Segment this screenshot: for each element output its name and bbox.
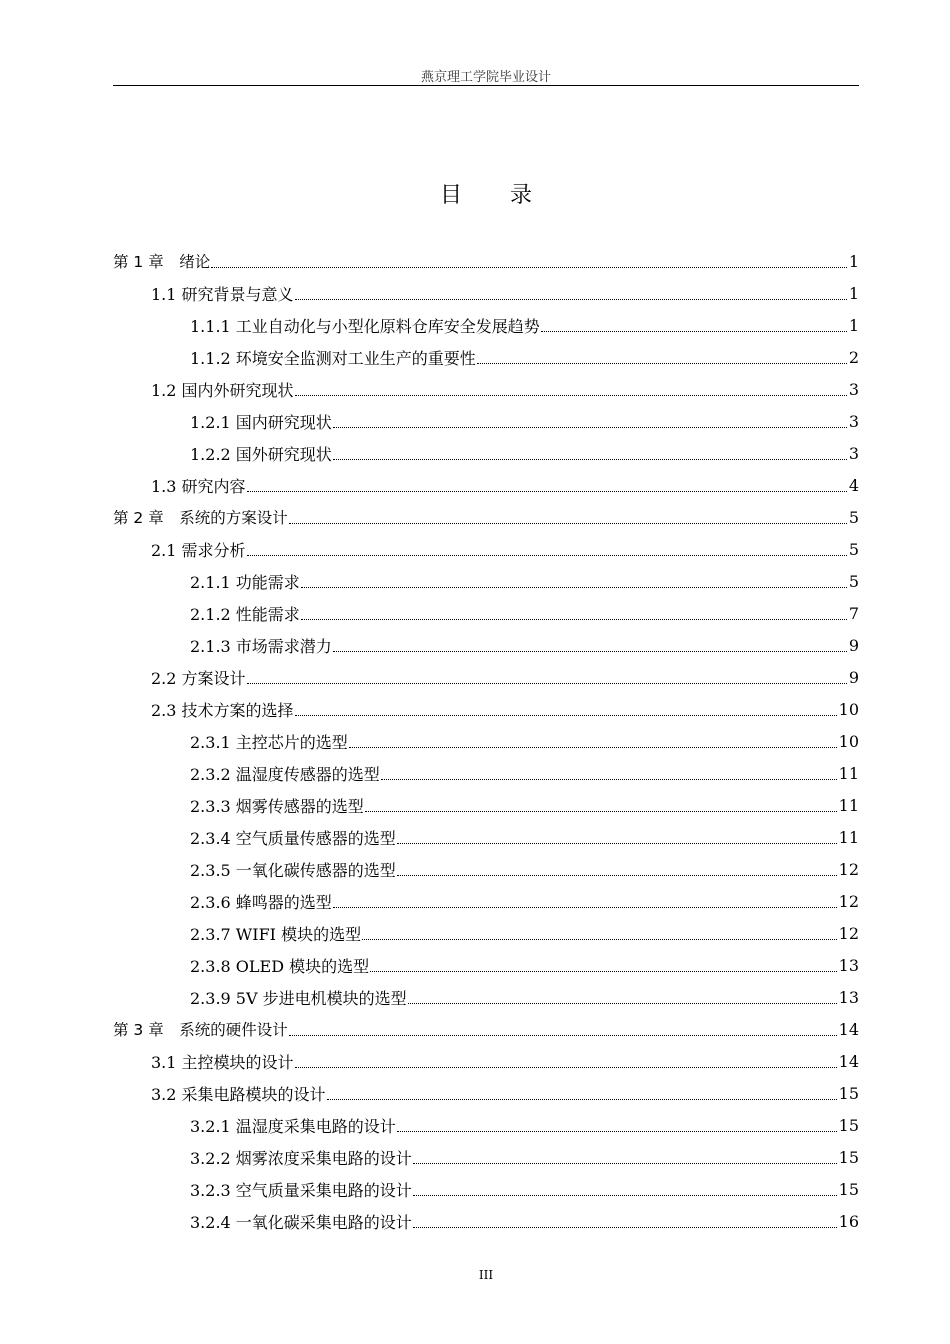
toc-entry-label: 2.3.8 OLED 模块的选型 — [190, 956, 370, 976]
toc-entry[interactable] — [113, 501, 859, 533]
toc-entry-page: 4 — [848, 475, 859, 495]
dot-leader — [477, 363, 847, 364]
toc-entry-label: 1.1.1 工业自动化与小型化原料仓库安全发展趋势 — [190, 316, 540, 336]
toc-entry-page: 3 — [848, 411, 859, 431]
toc-entry-label: 2.1.1 功能需求 — [190, 572, 300, 592]
header-divider — [113, 85, 859, 86]
dot-leader — [247, 683, 847, 684]
dot-leader — [295, 395, 847, 396]
toc-entry-label: 1.2.2 国外研究现状 — [190, 444, 332, 464]
toc-entry[interactable] — [113, 1013, 859, 1045]
dot-leader — [301, 587, 847, 588]
toc-entry-label: 2.3 技术方案的选择 — [151, 700, 294, 720]
toc-entry-label: 第 3 章 系统的硬件设计 — [113, 1021, 288, 1039]
toc-entry[interactable] — [113, 533, 859, 565]
dot-leader — [541, 331, 847, 332]
dot-leader — [211, 267, 847, 268]
toc-entry-label: 1.3 研究内容 — [151, 476, 246, 496]
dot-leader — [381, 779, 837, 780]
toc-entry-page: 10 — [838, 731, 859, 751]
running-header: 燕京理工学院毕业设计 — [420, 70, 551, 85]
toc-entry-page: 16 — [838, 1211, 859, 1231]
toc-entry[interactable] — [113, 405, 859, 437]
toc-entry-label: 2.1 需求分析 — [151, 540, 246, 560]
toc-entry-page: 12 — [838, 859, 859, 879]
toc-entry[interactable] — [113, 373, 859, 405]
page-number: III — [478, 1268, 494, 1282]
dot-leader — [289, 523, 847, 524]
table-of-contents — [113, 245, 859, 1237]
toc-entry-page: 9 — [848, 635, 859, 655]
toc-entry-label: 2.3.4 空气质量传感器的选型 — [190, 828, 396, 848]
toc-entry[interactable] — [113, 981, 859, 1013]
dot-leader — [397, 843, 837, 844]
toc-entry-page: 2 — [848, 347, 859, 367]
dot-leader — [349, 747, 837, 748]
toc-entry-page: 13 — [838, 955, 859, 975]
toc-entry[interactable] — [113, 661, 859, 693]
toc-entry-label: 3.1 主控模块的设计 — [151, 1052, 294, 1072]
toc-entry[interactable] — [113, 1141, 859, 1173]
dot-leader — [301, 619, 847, 620]
toc-entry-page: 14 — [838, 1019, 859, 1039]
toc-entry-page: 5 — [848, 539, 859, 559]
dot-leader — [413, 1163, 837, 1164]
toc-entry-page: 9 — [848, 667, 859, 687]
toc-entry-page: 11 — [838, 795, 859, 815]
toc-entry[interactable] — [113, 629, 859, 661]
dot-leader — [413, 1195, 837, 1196]
toc-entry-label: 2.3.3 烟雾传感器的选型 — [190, 796, 364, 816]
toc-entry-label: 1.1 研究背景与意义 — [151, 284, 294, 304]
dot-leader — [370, 971, 837, 972]
toc-entry-page: 12 — [838, 891, 859, 911]
toc-entry-label: 2.3.2 温湿度传感器的选型 — [190, 764, 380, 784]
toc-entry[interactable] — [113, 885, 859, 917]
toc-entry-label: 2.3.6 蜂鸣器的选型 — [190, 892, 332, 912]
toc-entry-label: 1.2.1 国内研究现状 — [190, 412, 332, 432]
toc-entry-label: 3.2.1 温湿度采集电路的设计 — [190, 1116, 396, 1136]
toc-entry-page: 15 — [838, 1083, 859, 1103]
toc-entry[interactable] — [113, 1173, 859, 1205]
toc-entry-page: 15 — [838, 1147, 859, 1167]
toc-entry[interactable] — [113, 437, 859, 469]
toc-entry[interactable] — [113, 917, 859, 949]
toc-entry[interactable] — [113, 853, 859, 885]
dot-leader — [333, 459, 847, 460]
toc-entry-label: 3.2.4 一氧化碳采集电路的设计 — [190, 1212, 412, 1232]
toc-entry[interactable] — [113, 1109, 859, 1141]
toc-entry-label: 第 1 章 绪论 — [113, 253, 211, 271]
dot-leader — [408, 1003, 837, 1004]
toc-entry-page: 1 — [848, 283, 859, 303]
dot-leader — [247, 555, 847, 556]
toc-entry-label: 3.2.2 烟雾浓度采集电路的设计 — [190, 1148, 412, 1168]
toc-entry[interactable] — [113, 565, 859, 597]
toc-entry[interactable] — [113, 277, 859, 309]
dot-leader — [362, 939, 837, 940]
toc-entry[interactable] — [113, 693, 859, 725]
toc-entry-page: 10 — [838, 699, 859, 719]
dot-leader — [333, 651, 847, 652]
toc-entry-label: 2.3.1 主控芯片的选型 — [190, 732, 348, 752]
dot-leader — [365, 811, 837, 812]
toc-entry-label: 2.3.5 一氧化碳传感器的选型 — [190, 860, 396, 880]
toc-entry-page: 12 — [838, 923, 859, 943]
toc-entry-page: 15 — [838, 1115, 859, 1135]
toc-entry[interactable] — [113, 309, 859, 341]
dot-leader — [397, 875, 837, 876]
toc-entry[interactable] — [113, 757, 859, 789]
dot-leader — [397, 1131, 837, 1132]
toc-entry-page: 14 — [838, 1051, 859, 1071]
dot-leader — [247, 491, 847, 492]
toc-entry-label: 2.3.7 WIFI 模块的选型 — [190, 924, 362, 944]
toc-entry-page: 5 — [848, 571, 859, 591]
toc-entry-label: 第 2 章 系统的方案设计 — [113, 509, 288, 527]
dot-leader — [295, 715, 837, 716]
toc-entry-page: 1 — [848, 315, 859, 335]
dot-leader — [289, 1035, 837, 1036]
dot-leader — [295, 299, 847, 300]
toc-entry-label: 1.2 国内外研究现状 — [151, 380, 294, 400]
dot-leader — [327, 1099, 837, 1100]
toc-entry[interactable] — [113, 469, 859, 501]
toc-entry[interactable] — [113, 597, 859, 629]
toc-entry-page: 11 — [838, 763, 859, 783]
toc-entry-page: 15 — [838, 1179, 859, 1199]
toc-entry-label: 2.3.9 5V 步进电机模块的选型 — [190, 988, 407, 1008]
dot-leader — [413, 1227, 837, 1228]
toc-entry-label: 1.1.2 环境安全监测对工业生产的重要性 — [190, 348, 476, 368]
dot-leader — [295, 1067, 837, 1068]
toc-entry-page: 3 — [848, 379, 859, 399]
toc-entry[interactable] — [113, 789, 859, 821]
toc-entry-page: 11 — [838, 827, 859, 847]
toc-entry[interactable] — [113, 1045, 859, 1077]
dot-leader — [333, 907, 837, 908]
toc-entry[interactable] — [113, 821, 859, 853]
toc-entry-page: 3 — [848, 443, 859, 463]
toc-entry[interactable] — [113, 1205, 859, 1237]
toc-entry-page: 13 — [838, 987, 859, 1007]
dot-leader — [333, 427, 847, 428]
toc-entry-page: 1 — [848, 251, 859, 271]
toc-entry-label: 2.1.2 性能需求 — [190, 604, 300, 624]
toc-entry[interactable] — [113, 245, 859, 277]
toc-entry[interactable] — [113, 341, 859, 373]
toc-entry-page: 7 — [848, 603, 859, 623]
toc-entry-label: 2.2 方案设计 — [151, 668, 246, 688]
toc-entry[interactable] — [113, 949, 859, 981]
toc-entry-page: 5 — [848, 507, 859, 527]
toc-entry[interactable] — [113, 1077, 859, 1109]
toc-entry-label: 3.2.3 空气质量采集电路的设计 — [190, 1180, 412, 1200]
toc-entry-label: 2.1.3 市场需求潜力 — [190, 636, 332, 656]
page-title: 目录 — [439, 183, 580, 208]
toc-entry-label: 3.2 采集电路模块的设计 — [151, 1084, 326, 1104]
toc-entry[interactable] — [113, 725, 859, 757]
